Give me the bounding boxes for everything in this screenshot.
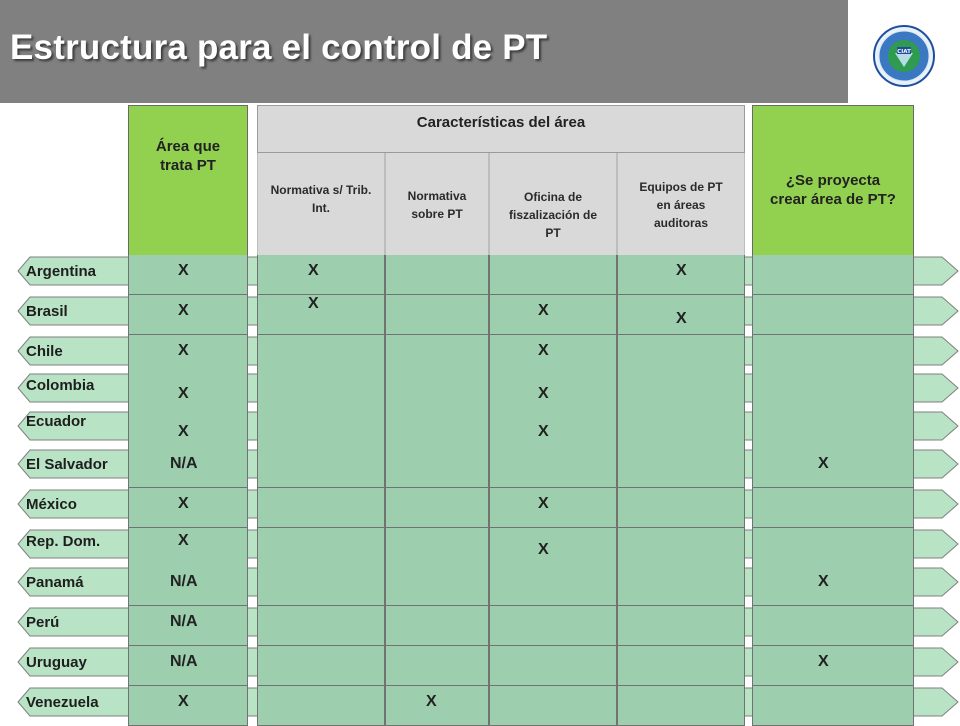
cell-oficina [489, 488, 617, 528]
country-label: Perú [26, 614, 60, 631]
cell-equipos [617, 686, 745, 726]
header-proyecta [752, 105, 914, 257]
subheader-normativa-pt [385, 153, 489, 257]
cell-equipos [617, 606, 745, 646]
cell-proyecta [752, 646, 914, 686]
mark-normativa-trib: X [308, 295, 319, 312]
cell-oficina [489, 255, 617, 295]
country-label: Colombia [26, 377, 95, 394]
cell-equipos [617, 372, 745, 412]
cell-oficina [489, 646, 617, 686]
cell-normativa-pt [385, 528, 489, 568]
country-label: Ecuador [26, 413, 87, 430]
mark-oficina: X [538, 495, 549, 512]
cell-normativa-pt [385, 686, 489, 726]
cell-normativa-trib [257, 295, 385, 335]
cell-oficina [489, 566, 617, 606]
cell-normativa-trib [257, 488, 385, 528]
mark-equipos: X [676, 310, 687, 327]
subheader-normativa-trib [257, 153, 385, 257]
cell-proyecta [752, 566, 914, 606]
country-label: Brasil [26, 303, 68, 320]
mark-area: X [178, 262, 189, 279]
country-label: México [26, 496, 77, 513]
subheader-normativa-trib-label: Normativa s/ Trib. Int. [270, 183, 372, 215]
subheader-normativa-pt-label: Normativa sobre PT [407, 189, 467, 221]
cell-equipos [617, 448, 745, 488]
cell-proyecta [752, 448, 914, 488]
cell-normativa-pt [385, 255, 489, 295]
subheader-oficina [489, 153, 617, 257]
cell-proyecta [752, 255, 914, 295]
mark-area: X [178, 423, 189, 440]
mark-area: X [178, 342, 189, 359]
mark-proyecta: X [818, 573, 829, 590]
cell-normativa-trib [257, 646, 385, 686]
cell-proyecta [752, 335, 914, 375]
cell-normativa-pt [385, 646, 489, 686]
mark-area: N/A [170, 573, 198, 590]
cell-oficina [489, 448, 617, 488]
cell-normativa-trib [257, 255, 385, 295]
mark-oficina: X [538, 541, 549, 558]
cell-equipos [617, 410, 745, 450]
subheader-equipos [617, 153, 745, 257]
cell-proyecta [752, 528, 914, 568]
cell-oficina [489, 335, 617, 375]
cell-proyecta [752, 606, 914, 646]
mark-area: X [178, 385, 189, 402]
mark-oficina: X [538, 385, 549, 402]
mark-area: X [178, 302, 189, 319]
mark-oficina: X [538, 342, 549, 359]
cell-proyecta [752, 372, 914, 412]
cell-oficina [489, 295, 617, 335]
cell-normativa-trib [257, 335, 385, 375]
mark-area: X [178, 532, 189, 549]
cell-normativa-pt [385, 295, 489, 335]
cell-equipos [617, 335, 745, 375]
cell-normativa-pt [385, 448, 489, 488]
country-label: Venezuela [26, 694, 99, 711]
cell-normativa-trib [257, 686, 385, 726]
header-area-pt [128, 105, 248, 257]
cell-normativa-trib [257, 606, 385, 646]
cell-normativa-pt [385, 372, 489, 412]
country-label: El Salvador [26, 456, 108, 473]
cell-oficina [489, 606, 617, 646]
subheader-equipos-label: Equipos de PT en áreas auditoras [639, 180, 723, 230]
header-caracteristicas-label: Características del área [416, 113, 586, 131]
cell-oficina [489, 410, 617, 450]
country-label: Rep. Dom. [26, 533, 101, 550]
cell-normativa-pt [385, 410, 489, 450]
mark-area: X [178, 495, 189, 512]
country-label: Panamá [26, 574, 84, 591]
mark-normativa-trib: X [308, 262, 319, 279]
cell-normativa-trib [257, 566, 385, 606]
cell-normativa-trib [257, 410, 385, 450]
mark-area: N/A [170, 653, 198, 670]
slide-title: Estructura para el control de PT [10, 28, 548, 67]
mark-area: N/A [170, 455, 198, 472]
mark-area: X [178, 693, 189, 710]
logo-text: CIAT [897, 49, 911, 55]
subheader-oficina-label: Oficina de fiszalización de PT [508, 190, 598, 240]
cell-normativa-pt [385, 606, 489, 646]
institution-seal-icon [873, 25, 935, 87]
mark-normativa-pt: X [426, 693, 437, 710]
cell-normativa-pt [385, 488, 489, 528]
cell-oficina [489, 372, 617, 412]
mark-equipos: X [676, 262, 687, 279]
country-label: Uruguay [26, 654, 87, 671]
cell-normativa-trib [257, 448, 385, 488]
mark-proyecta: X [818, 653, 829, 670]
cell-proyecta [752, 686, 914, 726]
header-proyecta-label: ¿Se proyecta crear área de PT? [770, 171, 896, 208]
cell-oficina [489, 686, 617, 726]
mark-proyecta: X [818, 455, 829, 472]
cell-equipos [617, 566, 745, 606]
cell-equipos [617, 646, 745, 686]
cell-normativa-pt [385, 566, 489, 606]
mark-oficina: X [538, 302, 549, 319]
mark-area: N/A [170, 613, 198, 630]
cell-proyecta [752, 410, 914, 450]
cell-equipos [617, 528, 745, 568]
country-label: Chile [26, 343, 63, 360]
country-label: Argentina [26, 263, 97, 280]
cell-normativa-pt [385, 335, 489, 375]
header-caracteristicas [257, 105, 745, 153]
cell-normativa-trib [257, 372, 385, 412]
cell-normativa-trib [257, 528, 385, 568]
cell-equipos [617, 488, 745, 528]
header-area-pt-label: Área que trata PT [155, 137, 221, 174]
mark-oficina: X [538, 423, 549, 440]
cell-oficina [489, 528, 617, 568]
cell-proyecta [752, 295, 914, 335]
cell-proyecta [752, 488, 914, 528]
